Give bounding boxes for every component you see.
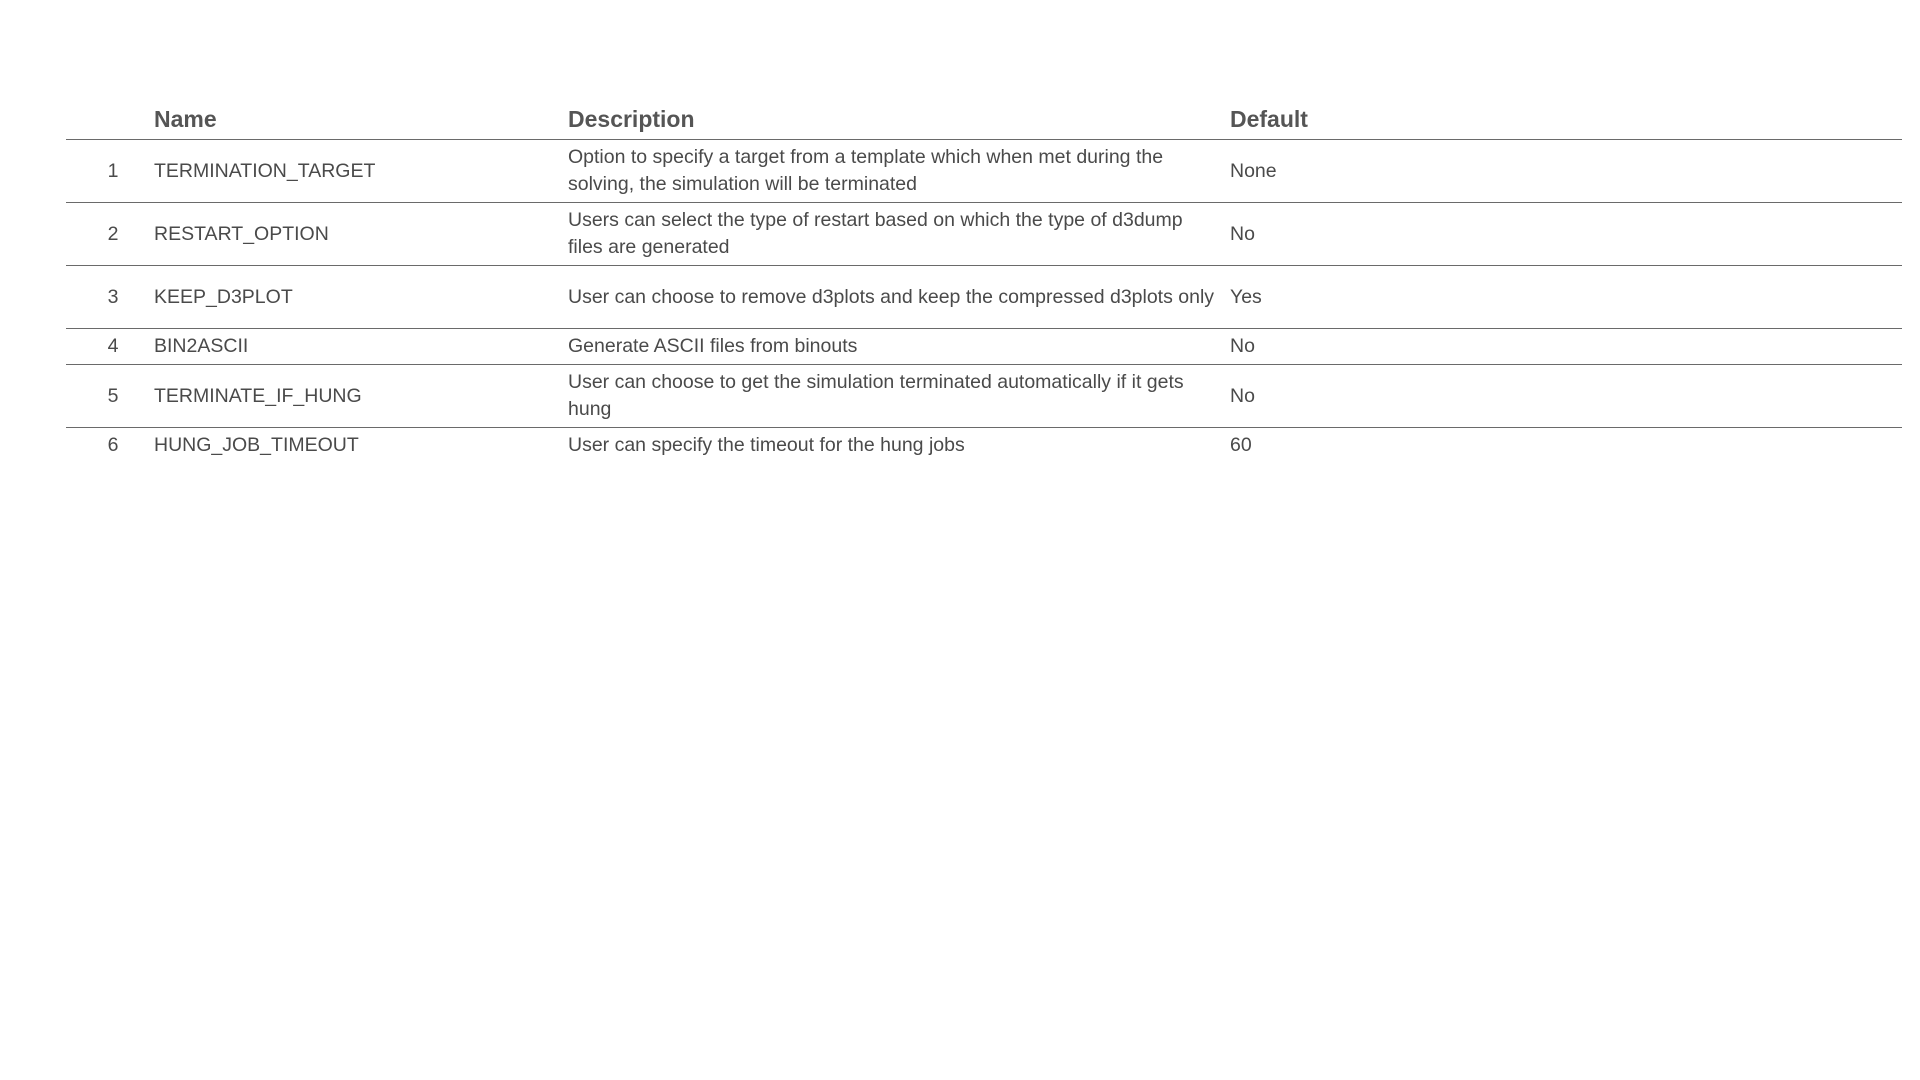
header-name: Name <box>154 100 568 140</box>
row-name: BIN2ASCII <box>154 329 568 365</box>
row-number: 2 <box>66 203 154 266</box>
row-number: 4 <box>66 329 154 365</box>
row-description: Generate ASCII files from binouts <box>568 329 1230 365</box>
table-row <box>66 329 1902 365</box>
row-default: 60 <box>1230 434 1252 456</box>
options-table <box>66 100 1902 463</box>
table-row <box>66 140 1902 203</box>
row-default: None <box>1230 140 1902 203</box>
options-table-container <box>66 100 1902 463</box>
header-default: Default <box>1230 100 1902 140</box>
table-body <box>66 140 1902 464</box>
table-row <box>66 203 1902 266</box>
row-name: TERMINATION_TARGET <box>154 140 568 203</box>
row-description: Option to specify a target from a template which when met during the solving, the simulation will be terminated <box>568 140 1230 203</box>
row-name: RESTART_OPTION <box>154 203 568 266</box>
row-number: 5 <box>66 365 154 428</box>
row-name: KEEP_D3PLOT <box>154 266 568 329</box>
row-number: 6 <box>107 434 119 456</box>
table-row <box>66 365 1902 428</box>
row-number: 1 <box>66 140 154 203</box>
table-header <box>66 100 1902 140</box>
row-number: 3 <box>66 266 154 329</box>
row-default: Yes <box>1230 266 1902 329</box>
row-description: User can specify the timeout for the hung jobs <box>568 434 965 456</box>
row-name: HUNG_JOB_TIMEOUT <box>154 434 359 456</box>
row-default: No <box>1230 329 1902 365</box>
table-row <box>66 428 1902 464</box>
table-row <box>66 266 1902 329</box>
header-row <box>66 100 1902 140</box>
header-number <box>66 100 154 140</box>
row-description: User can choose to remove d3plots and keep the compressed d3plots only <box>568 266 1230 329</box>
header-description: Description <box>568 100 1230 140</box>
row-description: User can choose to get the simulation terminated automatically if it gets hung <box>568 365 1230 428</box>
row-description: Users can select the type of restart based on which the type of d3dump files are generated <box>568 203 1230 266</box>
row-default: No <box>1230 203 1902 266</box>
row-default: No <box>1230 365 1902 428</box>
row-name: TERMINATE_IF_HUNG <box>154 365 568 428</box>
